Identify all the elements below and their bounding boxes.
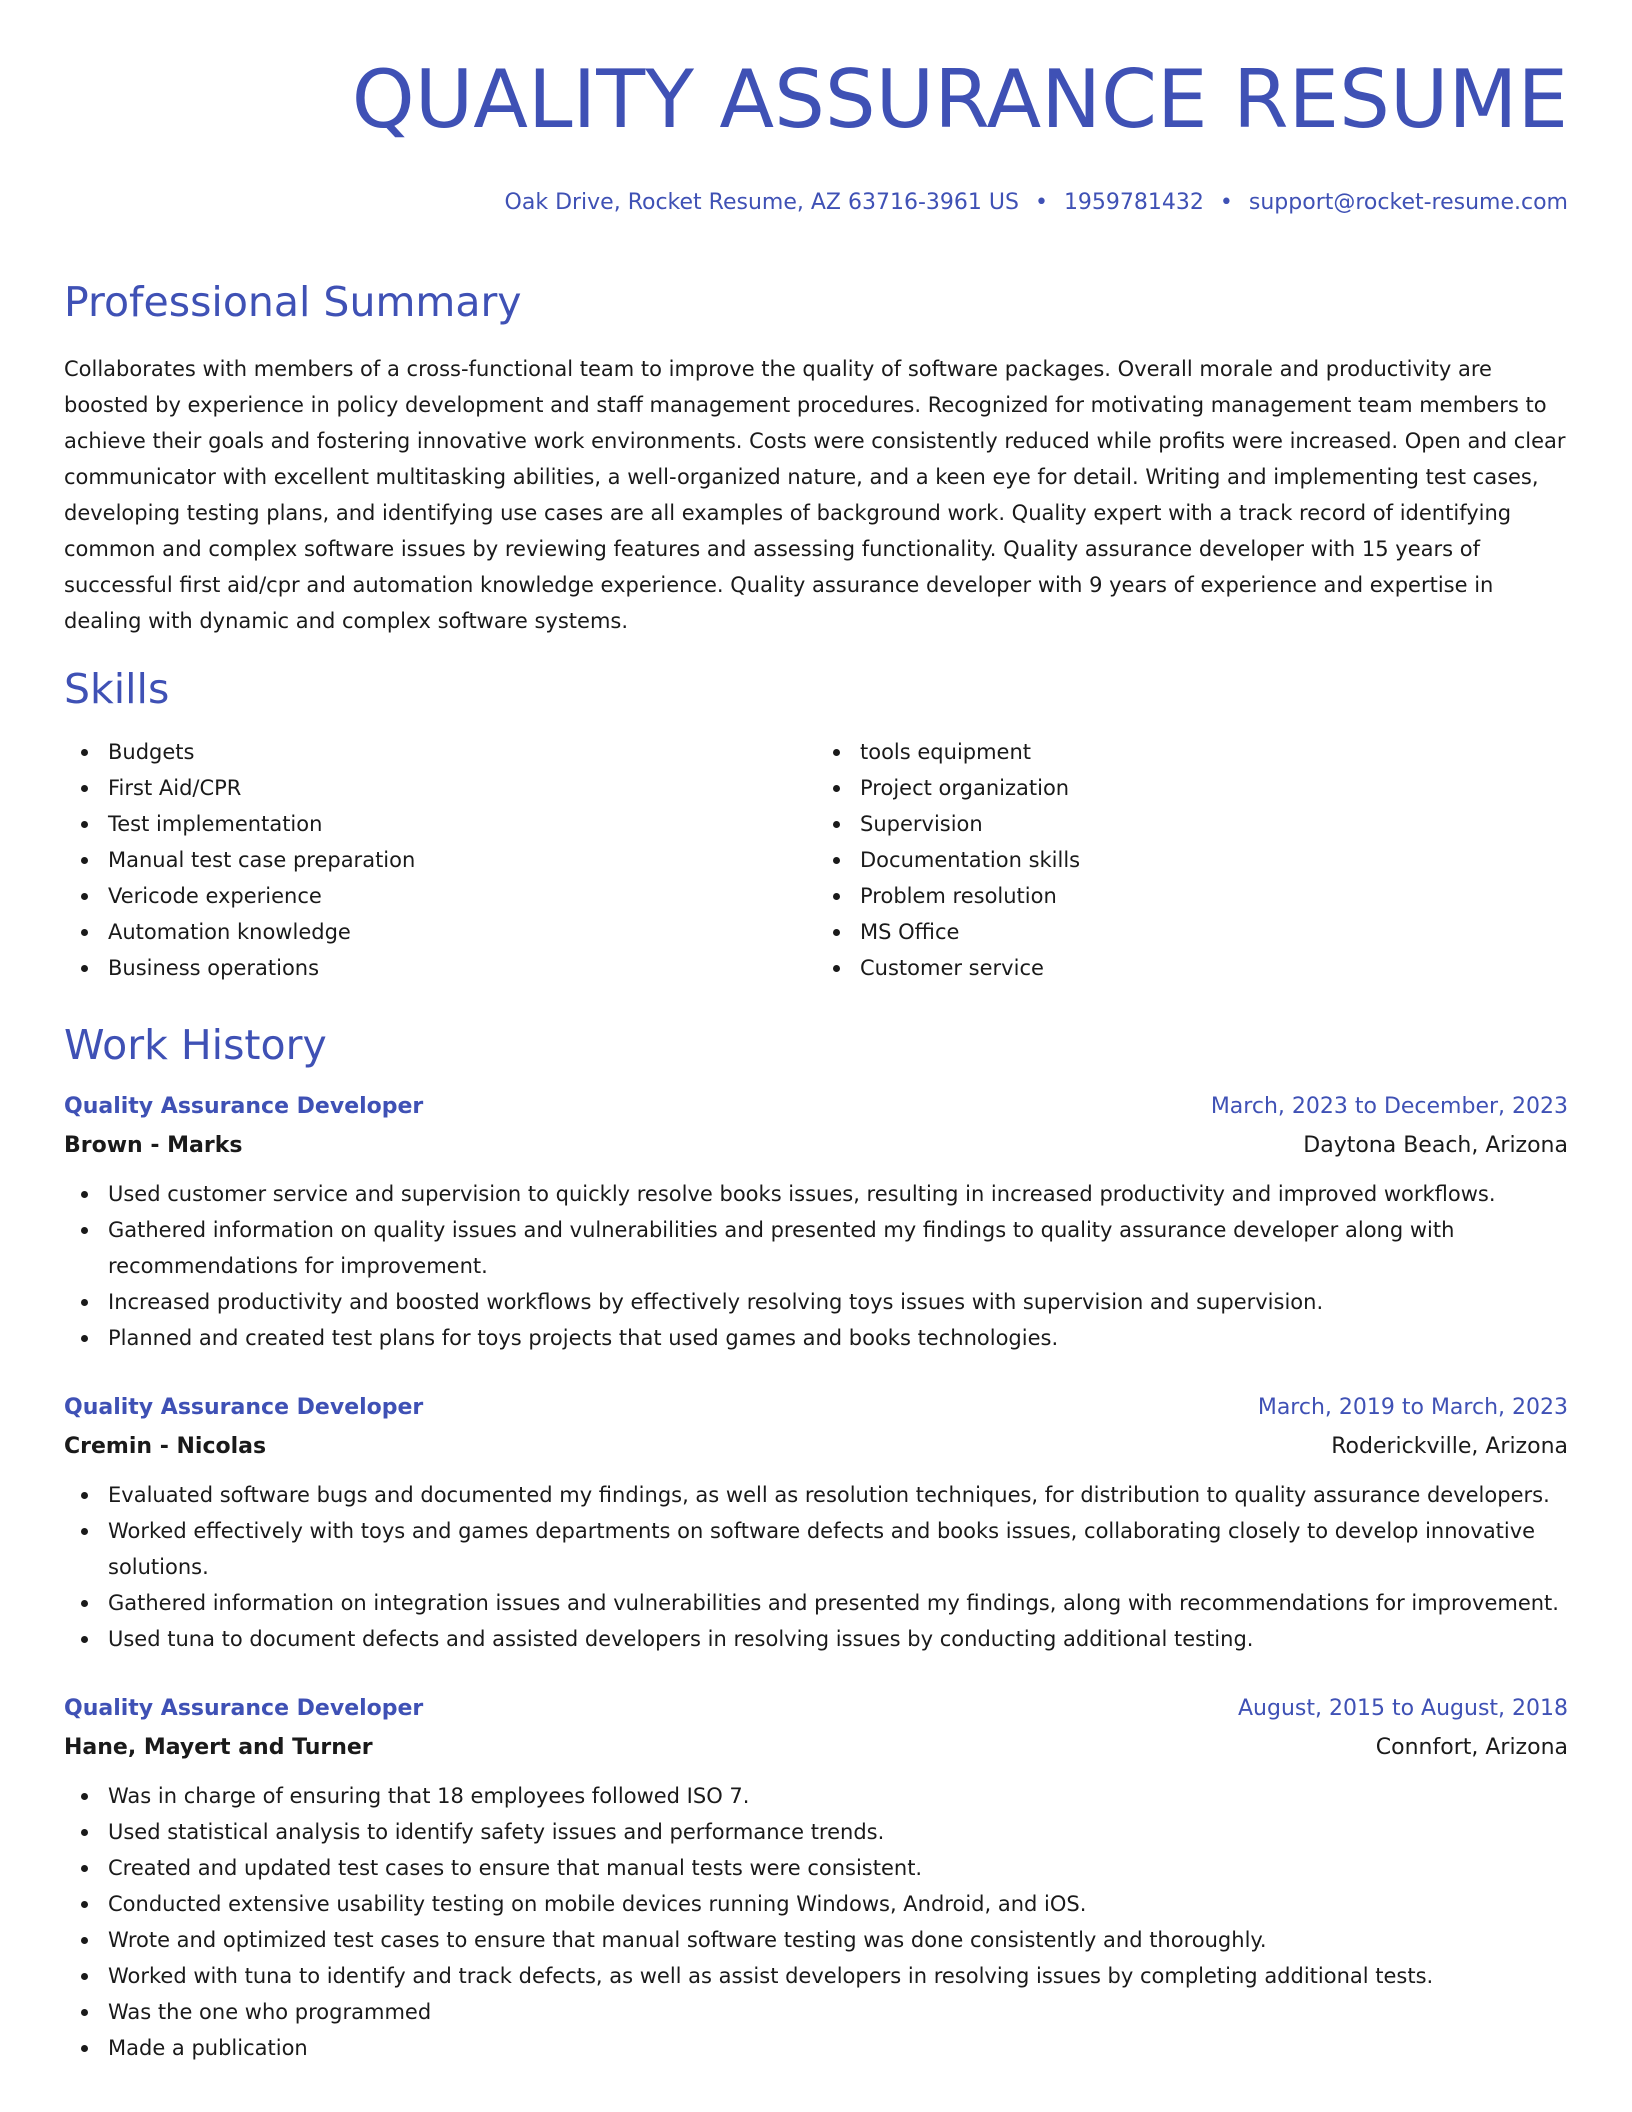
job-employer-row [64,1126,1568,1166]
skill-item: Project organization [860,770,1568,806]
job-location: Daytona Beach, Arizona [1303,1133,1568,1158]
job-bullet: Worked effectively with toys and games departments on software defects and books issues, collaborating closely to develop innovative solutions. [108,1513,1568,1585]
skills-list [64,734,1568,986]
job-entry [64,1690,1568,2066]
job-bullet: Gathered information on quality issues and vulnerabilities and presented my findings to quality assurance developer along with recommendations for improvement. [108,1212,1568,1284]
job-bullet: Increased productivity and boosted workflows by effectively resolving toys issues with supervision and supervision. [108,1284,1568,1320]
skill-item: Vericode experience [108,878,816,914]
contact-separator: • [1219,190,1233,215]
skills-heading: Skills [64,665,170,713]
contact-phone: 1959781432 [1063,190,1204,215]
job-dates: August, 2015 to August, 2018 [1238,1696,1568,1721]
skill-item: First Aid/CPR [108,770,816,806]
job-bullet: Used statistical analysis to identify safety issues and performance trends. [108,1814,1568,1850]
job-location: Roderickville, Arizona [1331,1434,1568,1459]
job-employer-row [64,1728,1568,1768]
summary-heading: Professional Summary [64,278,522,326]
contact-line [64,188,1568,218]
skill-item: Documentation skills [860,842,1568,878]
job-bullet: Was the one who programmed [108,1994,1568,2030]
job-bullet: Worked with tuna to identify and track defects, as well as assist developers in resolving issues by completing additional tests. [108,1958,1568,1994]
job-title: Quality Assurance Developer [64,1094,424,1119]
skill-item: Supervision [860,806,1568,842]
job-header [64,1690,1568,1728]
job-location: Connfort, Arizona [1375,1735,1568,1760]
summary-text: Collaborates with members of a cross-functional team to improve the quality of software packages. Overall morale and productivity are boosted by experience in policy development and staff management procedures. Recognized for motivating management team members to achieve their goals and fostering innovative work environments. Costs were consistently reduced while profits were increased. Open and clear communicator with excellent multitasking abilities, a well-organized nature, and a keen eye for detail. Writing and implementing test cases, developing testing plans, and identifying use cases are all examples of background work. Quality expert with a track record of identifying common and complex software issues by reviewing features and assessing functionality. Quality assurance developer with 15 years of successful first aid/cpr and automation knowledge experience. Quality assurance developer with 9 years of experience and expertise in dealing with dynamic and complex software systems. [64,357,1566,633]
job-header [64,1088,1568,1126]
job-bullet: Wrote and optimized test cases to ensure that manual software testing was done consistently and thoroughly. [108,1922,1568,1958]
skills-column-left [64,734,816,986]
skills-column-right [816,734,1568,986]
job-dates: March, 2023 to December, 2023 [1210,1094,1568,1119]
job-bullet: Was in charge of ensuring that 18 employees followed ISO 7. [108,1778,1568,1814]
job-bullet: Created and updated test cases to ensure that manual tests were consistent. [108,1850,1568,1886]
job-title: Quality Assurance Developer [64,1696,424,1721]
job-employer-row [64,1427,1568,1467]
job-bullet: Planned and created test plans for toys projects that used games and books technologies. [108,1320,1568,1356]
skill-item: Test implementation [108,806,816,842]
job-bullet: Gathered information on integration issues and vulnerabilities and presented my findings, along with recommendations for improvement. [108,1585,1568,1621]
skill-item: Problem resolution [860,878,1568,914]
job-bullet: Conducted extensive usability testing on mobile devices running Windows, Android, and iOS. [108,1886,1568,1922]
job-company: Hane, Mayert and Turner [64,1735,373,1760]
job-bullet: Evaluated software bugs and documented my findings, as well as resolution techniques, for distribution to quality assurance developers. [108,1477,1568,1513]
resume-title: QUALITY ASSURANCE RESUME [351,53,1568,146]
job-bullet: Used customer service and supervision to quickly resolve books issues, resulting in increased productivity and improved workflows. [108,1176,1568,1212]
job-entry [64,1088,1568,1356]
skill-item: MS Office [860,914,1568,950]
contact-email: support@rocket-resume.com [1248,190,1568,215]
job-bullet: Used tuna to document defects and assisted developers in resolving issues by conducting additional testing. [108,1621,1568,1657]
skill-item: Business operations [108,950,816,986]
skill-item: tools equipment [860,734,1568,770]
job-bullets [64,1477,1568,1657]
job-company: Cremin - Nicolas [64,1434,267,1459]
skill-item: Manual test case preparation [108,842,816,878]
contact-address: Oak Drive, Rocket Resume, AZ 63716-3961 US [504,190,1019,215]
job-header [64,1389,1568,1427]
job-dates: March, 2019 to March, 2023 [1257,1395,1568,1420]
skill-item: Budgets [108,734,816,770]
skill-item: Automation knowledge [108,914,816,950]
job-entry [64,1389,1568,1657]
job-bullet: Made a publication [108,2030,1568,2066]
job-title: Quality Assurance Developer [64,1395,424,1420]
job-bullets [64,1176,1568,1356]
skill-item: Customer service [860,950,1568,986]
resume-header [64,0,1568,218]
contact-separator: • [1034,190,1048,215]
job-company: Brown - Marks [64,1133,243,1158]
work-history-heading: Work History [64,1021,327,1069]
job-bullets [64,1778,1568,2066]
